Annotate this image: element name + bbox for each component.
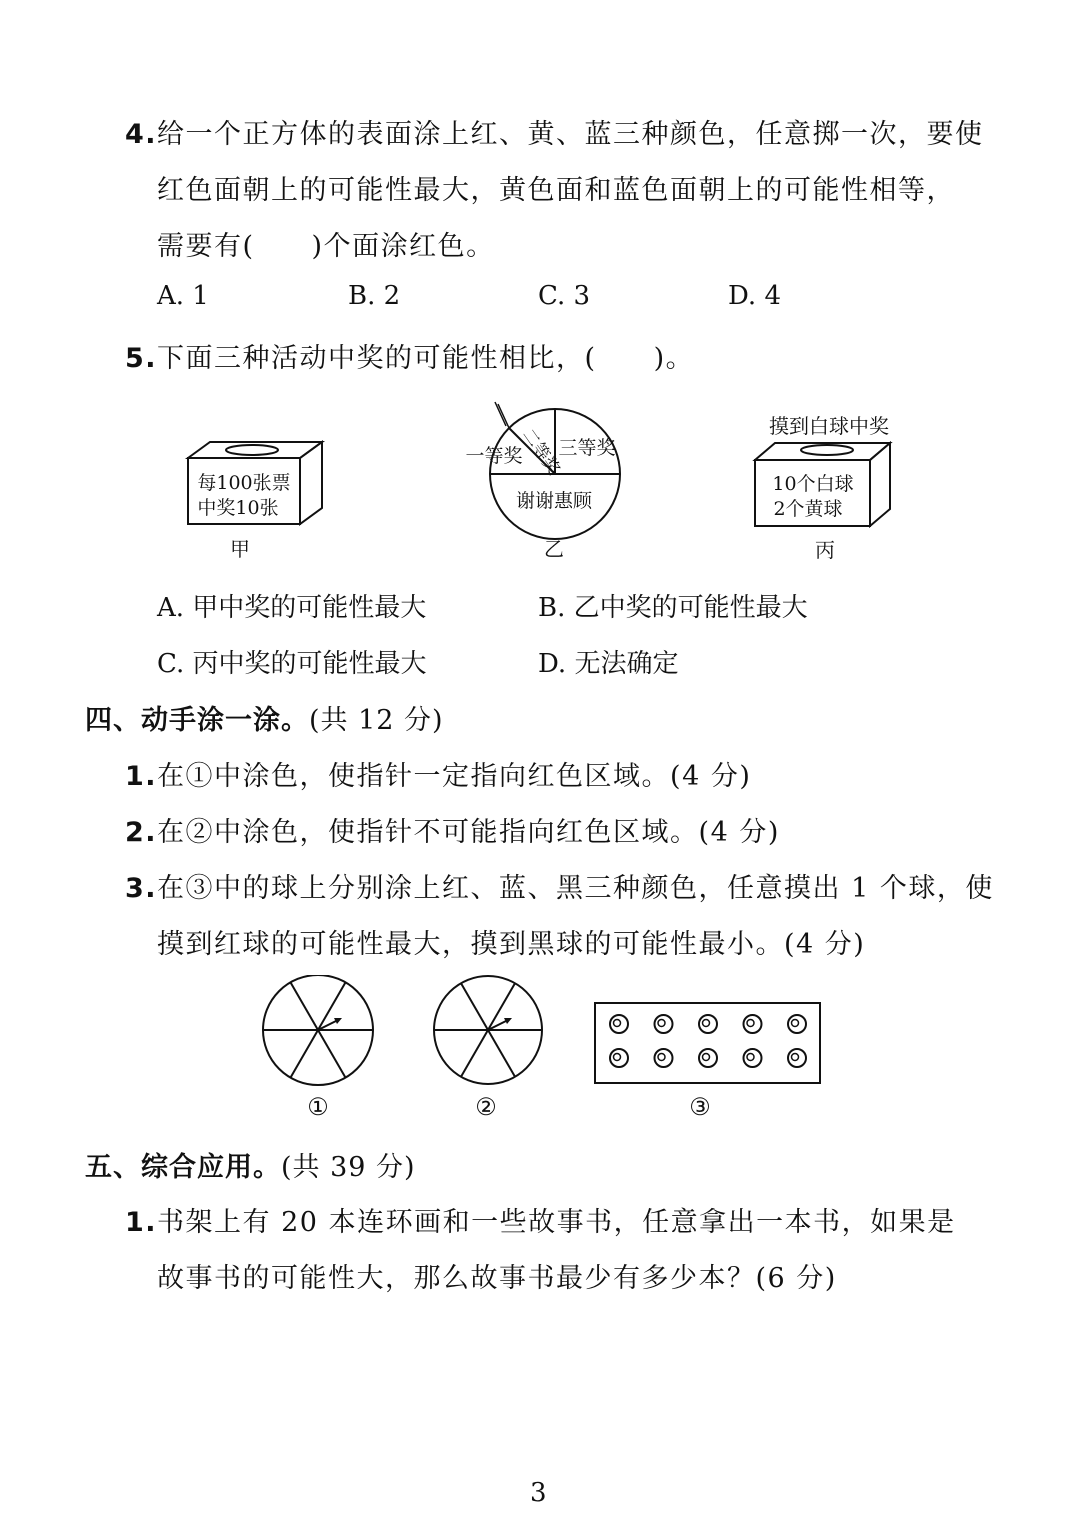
ball[interactable] bbox=[788, 1049, 806, 1067]
q4-line-1 bbox=[125, 112, 984, 151]
spinner-1-label: ① bbox=[307, 1093, 329, 1121]
section4-item-3-text-1: 在③中的球上分别涂上红、蓝、黑三种颜色，任意摸出 1 个球，使 bbox=[157, 873, 994, 904]
section5-q1-line-2: 故事书的可能性大，那么故事书最少有多少本？(6 分) bbox=[157, 1263, 837, 1294]
box-jia-line1: 每100张票 bbox=[197, 472, 291, 494]
ball-highlight bbox=[614, 1020, 621, 1027]
q5-option-c[interactable]: C. 丙中奖的可能性最大 bbox=[157, 649, 427, 679]
ball-box-label: ③ bbox=[689, 1093, 711, 1121]
ball[interactable] bbox=[699, 1049, 717, 1067]
section5-title: 五、综合应用。 bbox=[85, 1152, 281, 1183]
ball[interactable] bbox=[610, 1015, 628, 1033]
q5-option-b[interactable]: B. 乙中奖的可能性最大 bbox=[538, 593, 808, 623]
q5-text: 下面三种活动中奖的可能性相比，( )。 bbox=[157, 343, 695, 374]
q4-line-2: 红色面朝上的可能性最大，黄色面和蓝色面朝上的可能性相等， bbox=[157, 175, 955, 206]
section4-item-2 bbox=[125, 810, 780, 849]
ball[interactable] bbox=[610, 1049, 628, 1067]
page-number: 3 bbox=[530, 1478, 547, 1508]
q4-option-c[interactable]: C. 3 bbox=[538, 281, 591, 311]
section5-heading bbox=[85, 1145, 416, 1184]
section5-q1-number: 1. bbox=[125, 1207, 158, 1238]
ball[interactable] bbox=[788, 1015, 806, 1033]
q5-option-d[interactable]: D. 无法确定 bbox=[538, 649, 679, 679]
ball-box-figure[interactable] bbox=[592, 1000, 824, 1125]
section4-heading bbox=[85, 698, 444, 737]
ball-highlight bbox=[703, 1020, 710, 1027]
spinner-yi-label: 乙 bbox=[544, 537, 564, 561]
q5-number: 5. bbox=[125, 343, 158, 374]
section4-item-1-text: 在①中涂色，使指针一定指向红色区域。(4 分) bbox=[157, 761, 752, 792]
ball-group bbox=[610, 1015, 806, 1067]
ball[interactable] bbox=[655, 1049, 673, 1067]
ball-highlight bbox=[614, 1054, 621, 1061]
q4-option-b[interactable]: B. 2 bbox=[348, 281, 401, 311]
ball[interactable] bbox=[655, 1015, 673, 1033]
section4-item-2-number: 2. bbox=[125, 817, 158, 848]
box-jia-figure bbox=[180, 436, 330, 566]
ball-highlight bbox=[792, 1054, 799, 1061]
ball-highlight bbox=[747, 1054, 754, 1061]
section4-title: 四、动手涂一涂。 bbox=[85, 705, 309, 736]
box-jia-line2: 中奖10张 bbox=[197, 497, 279, 519]
box-jia-label: 甲 bbox=[230, 537, 250, 561]
q4-text-1: 给一个正方体的表面涂上红、黄、蓝三种颜色，任意掷一次，要使 bbox=[157, 119, 984, 150]
section4-item-2-text: 在②中涂色，使指针不可能指向红色区域。(4 分) bbox=[157, 817, 780, 848]
box-bing-title: 摸到白球中奖 bbox=[769, 414, 889, 438]
ball[interactable] bbox=[699, 1015, 717, 1033]
ball-highlight bbox=[747, 1020, 754, 1027]
ball-highlight bbox=[792, 1020, 799, 1027]
q4-option-a[interactable]: A. 1 bbox=[157, 281, 209, 311]
q5-option-a[interactable]: A. 甲中奖的可能性最大 bbox=[157, 593, 427, 623]
ball[interactable] bbox=[744, 1015, 762, 1033]
box-bing-figure bbox=[745, 405, 910, 565]
q4-line-3: 需要有( )个面涂红色。 bbox=[157, 231, 495, 262]
spinner-yi-second-prize: 二等奖 bbox=[517, 425, 564, 479]
section4-item-3-number: 3. bbox=[125, 873, 158, 904]
section5-q1-line-1 bbox=[125, 1200, 956, 1239]
spinner-2-figure[interactable] bbox=[428, 975, 550, 1125]
q4-option-d[interactable]: D. 4 bbox=[728, 281, 781, 311]
spinner-1-figure[interactable] bbox=[258, 975, 380, 1125]
section4-item-3-line-1 bbox=[125, 866, 994, 905]
spinner-yi-figure bbox=[450, 392, 640, 567]
ball[interactable] bbox=[744, 1049, 762, 1067]
section4-item-1 bbox=[125, 754, 751, 793]
box-bing-line2: 2个黄球 bbox=[773, 498, 843, 520]
section5-points: (共 39 分) bbox=[281, 1152, 416, 1183]
spinner-yi-first-prize: 一等奖 bbox=[465, 445, 523, 467]
section4-points: (共 12 分) bbox=[309, 705, 444, 736]
section4-item-1-number: 1. bbox=[125, 761, 158, 792]
spinner-yi-third-prize: 三等奖 bbox=[558, 437, 616, 459]
answer-area[interactable] bbox=[157, 1310, 937, 1460]
ball-highlight bbox=[703, 1054, 710, 1061]
spinner-yi-thanks: 谢谢惠顾 bbox=[515, 490, 593, 512]
box-bing-line1: 10个白球 bbox=[772, 473, 854, 495]
ball-highlight bbox=[658, 1054, 665, 1061]
section4-item-3-line-2: 摸到红球的可能性最大，摸到黑球的可能性最小。(4 分) bbox=[157, 929, 866, 960]
box-bing-label: 丙 bbox=[815, 538, 835, 562]
spinner-2-label: ② bbox=[475, 1093, 497, 1121]
q5-line bbox=[125, 336, 694, 375]
q4-number: 4. bbox=[125, 119, 158, 150]
ball-highlight bbox=[658, 1020, 665, 1027]
section5-q1-text-1: 书架上有 20 本连环画和一些故事书，任意拿出一本书，如果是 bbox=[157, 1207, 956, 1238]
